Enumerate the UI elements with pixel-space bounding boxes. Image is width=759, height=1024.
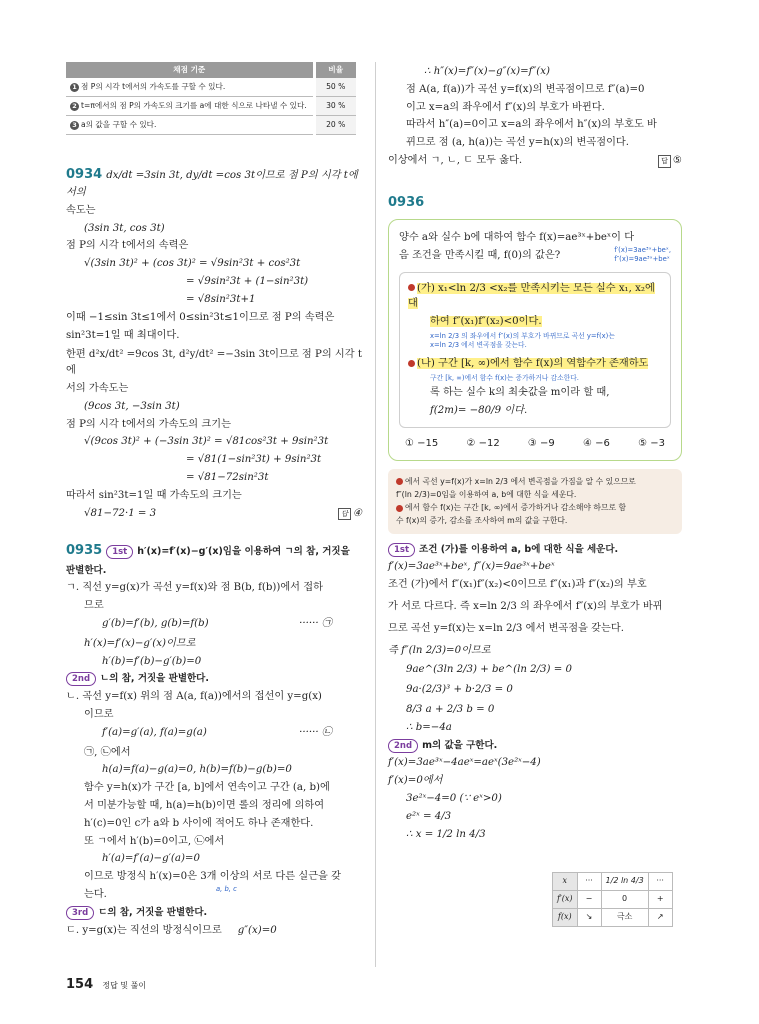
text-line: 따라서 h″(a)=0이고 x=a의 좌우에서 h″(x)의 부호도 바 (406, 119, 657, 131)
rubric-header-ratio: 비율 (314, 62, 356, 78)
equation: f′(x)=3ae³ˣ+beˣ, f″(x)=9ae³ˣ+beˣ (388, 561, 555, 573)
equation-text: √81−72·1 = 3 (84, 507, 157, 519)
table-cell: 0 (601, 891, 648, 909)
footer-label: 정답 및 풀이 (102, 981, 147, 990)
hint-line: 에서 곡선 y=f(x)가 x=ln 2/3 에서 변곡점을 가짐을 알 수 있으므로 (405, 476, 636, 486)
equation: = √8sin²3t+1 (186, 293, 256, 305)
equation: ∴ h″(x)=f″(x)−g″(x)=f″(x) (424, 66, 550, 77)
rubric-criterion: 점 P의 시각 t에서의 가속도를 구할 수 있다. (81, 81, 226, 91)
condition-na: 록 하는 실수 k의 최솟값을 m이라 할 때, (430, 387, 610, 399)
annotation-note (614, 246, 671, 264)
text-line: 한편 d²x/dt² =9cos 3t, d²y/dt² =−3sin 3t이므로 점 P의 시각 t에 (66, 349, 362, 377)
answer-choices (399, 436, 671, 452)
equation-text: g′(b)=f′(b), g(b)=f(b) (102, 617, 209, 629)
table-cell: ··· (648, 873, 672, 891)
equation: 9ae^(3ln 2/3) + be^(ln 2/3) = 0 (406, 664, 572, 676)
condition-na: (나) 구간 [k, ∞)에서 함수 f(x)의 역함수가 존재하도 (417, 358, 649, 370)
equation: 즉 f″(ln 2/3)=0이므로 (388, 644, 491, 656)
text-line: 또 ㄱ에서 h′(b)=0이고, ㉡에서 (84, 835, 225, 847)
table-cell: 1/2 ln 4/3 (601, 873, 648, 891)
text-line: 서 미분가능할 때, h(a)=h(b)이면 롤의 정리에 의하여 (84, 800, 325, 812)
rubric-criterion: t=π에서의 점 P의 가속도의 크기를 a에 대한 식으로 나타낼 수 있다. (81, 100, 307, 110)
table-cell: − (577, 891, 601, 909)
answer: ④ (352, 507, 362, 519)
text-line: ㄴ. 곡선 y=f(x) 위의 점 A(a, f(a))에서의 접선이 y=g(x) (66, 691, 322, 703)
text-line: 이고 x=a의 좌우에서 f″(x)의 부호가 바뀐다. (406, 101, 605, 113)
note-line: f′(x)=3ae³ˣ+beˣ, (614, 245, 671, 254)
condition-ga: 하여 f″(x₁)f″(x₂)<0이다. (430, 316, 542, 328)
table-row (66, 96, 356, 115)
table-cell: ↗ (648, 909, 672, 927)
equation: 9a·(2/3)³ + b·2/3 = 0 (406, 684, 513, 696)
rubric-ratio: 50 % (314, 78, 356, 97)
equation: √(9cos 3t)² + (−3sin 3t)² = √81cos²3t + 9sin²3t (84, 436, 329, 448)
step-tag: 2nd (388, 739, 418, 753)
equation-text: f′(a)=g′(a), f(a)=g(a) (102, 726, 207, 738)
answer: ⑤ (672, 155, 682, 167)
problem-0935 (66, 541, 362, 938)
text-line: (9cos 3t, −3sin 3t) (84, 400, 180, 412)
left-column (66, 62, 362, 941)
text-line: 점 A(a, f(a))가 곡선 y=f(x)의 변곡점이므로 f″(a)=0 (406, 83, 645, 95)
table-cell: 극소 (601, 909, 648, 927)
table-cell: ··· (577, 873, 601, 891)
step-title: ㄴ의 참, 거짓을 판별한다. (100, 673, 209, 685)
problem-0934 (66, 165, 362, 524)
solution-0936 (388, 542, 682, 843)
annotation-note: 구간 [k, ∞)에서 함수 f(x)는 증가하거나 감소한다. (430, 374, 579, 383)
table-row (66, 115, 356, 134)
table-cell: + (648, 891, 672, 909)
hint-line: f″(ln 2/3)=0임을 이용하여 a, b에 대한 식을 세운다. (396, 489, 577, 499)
equation: 8/3 a + 2/3 b = 0 (406, 704, 495, 716)
equation: h′(a)=f′(a)−g′(a)=0 (102, 853, 200, 865)
column-divider (375, 62, 376, 967)
right-column (388, 62, 682, 845)
question-text: 음 조건을 만족시킬 때, f(0)의 값은? (399, 249, 561, 261)
equation-tag: ······ ㉠ (299, 617, 332, 629)
text-line: 이므로 방정식 h′(x)=0은 3개 이상의 서로 다른 실근을 갖 (84, 871, 341, 883)
marker-1-icon (396, 478, 403, 485)
text-line: 이므로 (84, 708, 114, 720)
problem-0935-continued (388, 64, 682, 171)
marker-2-icon (396, 505, 403, 512)
annotation-note: a, b, c (216, 885, 237, 894)
equation: = √81(1−sin²3t) + 9sin²3t (186, 454, 322, 466)
problem-number: 0936 (388, 194, 425, 210)
text-line: sin²3t=1일 때 최대이다. (66, 329, 180, 341)
problem-number: 0934 (66, 166, 103, 182)
condition-na: f(2m)= −80/9 이다. (430, 405, 528, 417)
sign-table (552, 872, 673, 927)
table-row (66, 78, 356, 97)
equation: h(a)=f(a)−g(a)=0, h(b)=f(b)−g(b)=0 (102, 764, 292, 776)
rubric-ratio: 30 % (314, 96, 356, 115)
hint-line: 수 f(x)의 증가, 감소를 조사하여 m의 값을 구한다. (396, 516, 568, 526)
text-line-end: 는다. (84, 889, 107, 901)
table-cell: f′(x) (553, 891, 578, 909)
table-cell: ↘ (577, 909, 601, 927)
problem-box (388, 219, 682, 461)
problem-number: 0935 (66, 543, 103, 559)
equation: ∴ b=−4a (406, 721, 452, 733)
equation: h′(b)=f′(b)−g′(b)=0 (102, 655, 202, 667)
text-line (388, 153, 682, 169)
text-line: dx/dt =3sin 3t, dy/dt =cos 3t이므로 점 P의 시각 t에서의 (66, 169, 358, 198)
rubric-criterion: a의 값을 구할 수 있다. (81, 119, 157, 129)
equation-tag: ······ ㉡ (299, 726, 332, 738)
choice-5: ⑤ −3 (638, 438, 665, 450)
equation: f′(x)=3ae³ˣ−4aeˣ=aeˣ(3e²ˣ−4) (388, 757, 541, 769)
hint-line: 에서 함수 f(x)는 구간 [k, ∞)에서 증가하거나 감소해야 하므로 함 (405, 503, 627, 513)
equation: g″(x)=0 (237, 924, 277, 936)
step-title: ㄷ의 참, 거짓을 판별한다. (98, 906, 208, 918)
conclusion: 이상에서 ㄱ, ㄴ, ㄷ 모두 옳다. (388, 155, 523, 167)
text-line: 뀌므로 점 (a, h(a))는 곡선 y=h(x)의 변곡점이다. (406, 137, 629, 149)
choice-2: ② −12 (466, 438, 500, 450)
rubric-table (66, 62, 356, 135)
equation: e²ˣ = 4/3 (406, 810, 452, 822)
text-line: h′(x)=f′(x)−g′(x)이므로 (84, 637, 196, 649)
equation: = √81−72sin²3t (186, 472, 269, 483)
equation: = √9sin²3t + (1−sin²3t) (186, 276, 309, 288)
step-number-icon: 3 (70, 121, 79, 130)
equation: f′(x)=0에서 (388, 775, 443, 787)
annotation-note: x=ln 2/3 에서 변곡점을 갖는다. (430, 341, 527, 350)
choice-4: ④ −6 (583, 438, 610, 450)
text-line: 서의 가속도는 (66, 382, 129, 394)
choice-3: ③ −9 (527, 438, 555, 450)
answer-badge: 답 (658, 155, 671, 168)
marker-1-icon (408, 284, 415, 291)
page-number: 154 (66, 977, 94, 992)
rubric-header-criteria: 채점 기준 (66, 62, 314, 78)
equation: ∴ x = 1/2 ln 4/3 (406, 828, 486, 840)
text-line (66, 887, 362, 903)
text-line: h′(c)=0인 c가 a와 b 사이에 적어도 하나 존재한다. (84, 817, 314, 829)
step-title: m의 값을 구한다. (422, 739, 498, 751)
text-line: ㄷ. y=g(x)는 직선의 방정식이므로 (66, 924, 222, 936)
text-line: 점 P의 시각 t에서의 속력은 (66, 240, 189, 252)
text-line: 함수 y=h(x)가 구간 [a, b]에서 연속이고 구간 (a, b)에 (84, 782, 330, 794)
text-line: 가 서로 다르다. 즉 x=ln 2/3 의 좌우에서 f″(x)의 부호가 바뀌 (388, 600, 663, 612)
text-line: 조건 (가)에서 f″(x₁)f″(x₂)<0이므로 f″(x₁)과 f″(x₂)의 부호 (388, 579, 647, 591)
condition-ga: (가) x₁<ln 2/3 <x₂를 만족시키는 모든 실수 x₁, x₂에 대 (408, 282, 655, 310)
text-line: ㉠, ㉡에서 (84, 746, 131, 758)
table-cell: f(x) (553, 909, 578, 927)
text-line: 므로 (84, 600, 104, 612)
step-tag: 1st (388, 543, 415, 557)
conditions-box (399, 272, 671, 428)
text-line: ㄱ. 직선 y=g(x)가 곡선 y=f(x)와 점 B(b, f(b))에서 접하 (66, 582, 323, 594)
text-line: 속도는 (66, 204, 96, 216)
equation (66, 725, 362, 741)
text-line: 따라서 sin²3t=1일 때 가속도의 크기는 (66, 489, 242, 501)
text-line: (3sin 3t, cos 3t) (84, 222, 165, 234)
step-tag: 1st (106, 545, 133, 559)
choice-1: ① −15 (405, 438, 439, 450)
step-title: 판별한다. (66, 564, 107, 576)
page-footer (66, 975, 146, 995)
question-line: 양수 a와 실수 b에 대하여 함수 f(x)=ae³ˣ+beˣ이 다 (399, 232, 635, 244)
equation (66, 616, 362, 632)
step-number-icon: 1 (70, 83, 79, 92)
marker-2-icon (408, 360, 415, 367)
equation: 3e²ˣ−4=0 (∵ eˣ>0) (406, 793, 502, 805)
table-cell: x (553, 873, 578, 891)
step-number-icon: 2 (70, 102, 79, 111)
equation (66, 506, 362, 522)
text-line: 점 P의 시각 t에서의 가속도의 크기는 (66, 418, 231, 430)
rubric-ratio: 20 % (314, 115, 356, 134)
step-tag: 3rd (66, 906, 94, 920)
annotation-note: x=ln 2/3 의 좌우에서 f″(x)의 부호가 바뀌므로 곡선 y=f(x)는 (430, 332, 615, 341)
step-title: 조건 (가)를 이용하여 a, b에 대한 식을 세운다. (419, 543, 619, 555)
step-title: h′(x)=f′(x)−g′(x)임을 이용하여 ㄱ의 참, 거짓을 (137, 546, 350, 558)
hint-box (388, 469, 682, 534)
question-line (399, 245, 671, 264)
text-line: 이때 −1≤sin 3t≤1에서 0≤sin²3t≤1이므로 점 P의 속력은 (66, 311, 335, 323)
text-line: 므로 곡선 y=f(x)는 x=ln 2/3 에서 변곡점을 갖는다. (388, 622, 624, 634)
equation: √(3sin 3t)² + (cos 3t)² = √9sin²3t + cos²3t (84, 258, 301, 270)
note-line: f″(x)=9ae³ˣ+beˣ (614, 255, 670, 263)
step-tag: 2nd (66, 672, 96, 686)
answer-badge: 답 (338, 508, 351, 521)
